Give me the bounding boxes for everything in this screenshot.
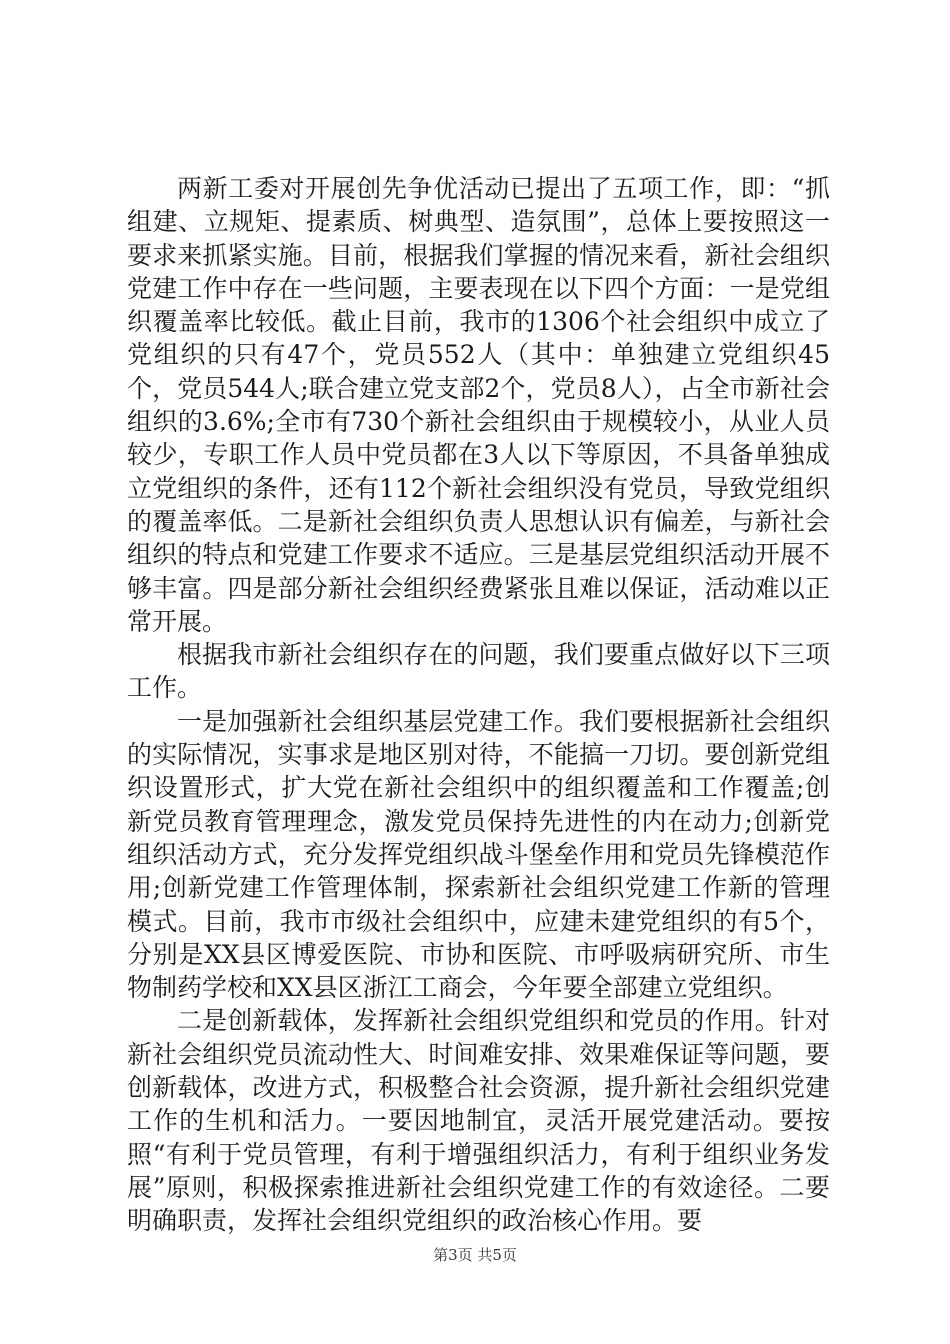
paragraph-4: 二是创新载体，发挥新社会组织党组织和党员的作用。针对新社会组织党员流动性大、时间难安排、效果难保证等问题，要创新载体，改进方式，积极整合社会资源，提升新社会组织党建工作的生机和活力。一要因地制宜，灵活开展党建活动。要按照“有利于党员管理，有利于增强组织活力，有利于组织业务发展”原则，积极探索推进新社会组织党建工作的有效途径。二要明确职责，发挥社会组织党组织的政治核心作用。要 — [127, 1006, 830, 1236]
paragraph-2: 根据我市新社会组织存在的问题，我们要重点做好以下三项工作。 — [127, 640, 830, 703]
paragraph-1: 两新工委对开展创先争优活动已提出了五项工作，即：“抓组建、立规矩、提素质、树典型、造氛围”，总体上要按照这一要求来抓紧实施。目前，根据我们掌握的情况来看，新社会组织党建工作中存在一些问题，主要表现在以下四个方面：一是党组织覆盖率比较低。截止目前，我市的1306个社会组织中成立了党组织的只有47个，党员552人（其中：单独建立党组织45个，党员544人;联合建立党支部2个，党员8人），占全市新社会组织的3.6%;全市有730个新社会组织由于规模较小，从业人员较少，专职工作人员中党员都在3人以下等原因，不具备单独成立党组织的条件，还有112个新社会组织没有党员，导致党组织的覆盖率低。二是新社会组织负责人思想认识有偏差，与新社会组织的特点和党建工作要求不适应。三是基层党组织活动开展不够丰富。四是部分新社会组织经费紧张且难以保证，活动难以正常开展。 — [127, 174, 830, 636]
page-footer: 第3页 共5页 — [433, 1246, 517, 1264]
paragraph-3: 一是加强新社会组织基层党建工作。我们要根据新社会组织的实际情况，实事求是地区别对待，不能搞一刀切。要创新党组织设置形式，扩大党在新社会组织中的组织覆盖和工作覆盖;创新党员教育管理理念，激发党员保持先进性的内在动力;创新党组织活动方式，充分发挥党组织战斗堡垒作用和党员先锋模范作用;创新党建工作管理体制，探索新社会组织党建工作新的管理模式。目前，我市市级社会组织中，应建未建党组织的有5个，分别是XX县区博爱医院、市协和医院、市呼吸病研究所、市生物制药学校和XX县区浙江工商会，今年要全部建立党组织。 — [127, 706, 830, 1003]
document-body — [127, 172, 830, 1238]
